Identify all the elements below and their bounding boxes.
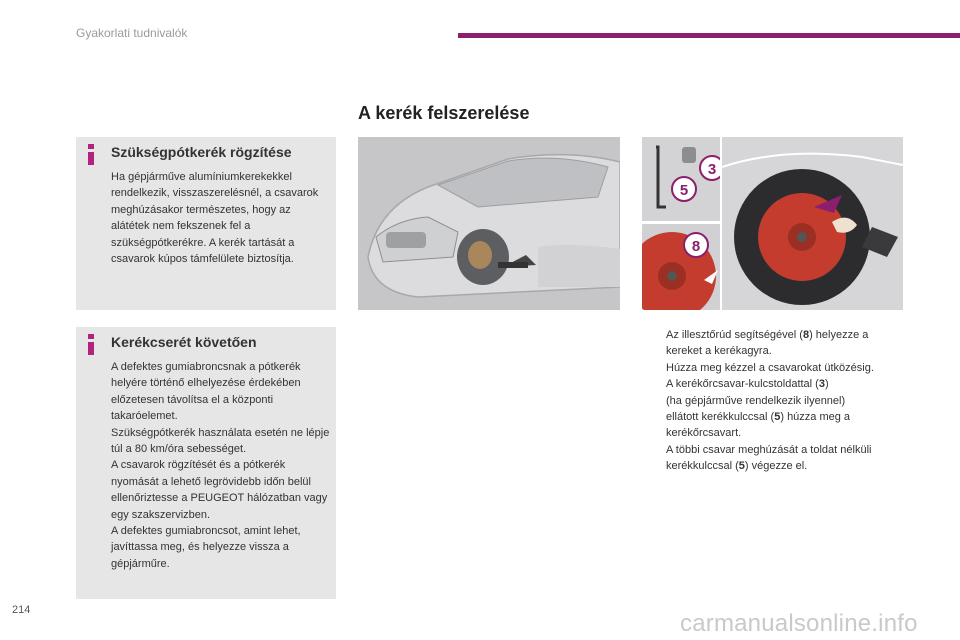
spare-tire-photo bbox=[722, 137, 903, 310]
header-accent-bar bbox=[458, 33, 960, 38]
list-item: Húzza meg kézzel a csavarokat ütközésig. bbox=[666, 361, 874, 374]
car-wheel-photo bbox=[358, 137, 620, 310]
tools-photo bbox=[642, 137, 720, 221]
list-item: A többi csavar meghúzását a toldat nélküli kerékkulccsal (5) végezze el. bbox=[666, 443, 872, 473]
header-title: Gyakorlati tudnivalók bbox=[76, 26, 188, 40]
info-box-text: A defektes gumiabroncsnak a pótkerék helyére történő elhelyezése érdekében előzetesen távolítsa el a központi takaróelemet. Szükségpótkerék használata esetén ne lépje túl a 80 km/óra sebességet. A csavarok rögzítését és a pótkerék nyomását a lehető legrövidebb időn belül ellenőriztesse a PEUGEOT hálózatban vagy egy szakszervizben. A defektes gumiabroncsot, amint lehet, javíttassa meg, és helyezze vissza a gépjárműre. bbox=[111, 361, 330, 570]
wheel-hub-photo bbox=[642, 224, 720, 310]
info-box-title: Kerékcserét követően bbox=[111, 334, 257, 350]
list-item: Az illesztőrúd segítségével (8) helyezze a kereket a kerékagyra. bbox=[666, 329, 869, 358]
list-item: A kerékőrcsavar-kulcstoldattal (3) (ha gépjárműve rendelkezik ilyennel) ellátott kerékkulccsal (5) húzza meg a kerékőrcsavart. bbox=[666, 378, 851, 440]
watermark: carmanualsonline.info bbox=[680, 610, 918, 637]
info-icon bbox=[88, 334, 94, 355]
info-icon bbox=[88, 144, 94, 165]
info-box-spare-wheel bbox=[76, 137, 336, 310]
info-box-after-change bbox=[76, 327, 336, 599]
info-box-title: Szükségpótkerék rögzítése bbox=[111, 144, 292, 160]
car-illustration bbox=[358, 137, 620, 310]
wrench-illustration bbox=[642, 137, 720, 221]
label-3: 3 bbox=[707, 161, 717, 178]
instruction-list bbox=[642, 327, 912, 475]
tire-illustration bbox=[722, 137, 903, 310]
label-8: 8 bbox=[691, 238, 701, 255]
info-box-text: Ha gépjárműve alumíniumkerekekkel rendelkezik, visszaszerelésnél, a csavarok meghúzásakor természetes, hogy az alátétek nem fekszenek fel a szükségpótkerékre. A kerék tartását a csavarok kúpos támfelülete biztosítja. bbox=[111, 171, 319, 266]
hub-illustration bbox=[642, 224, 720, 310]
label-5: 5 bbox=[679, 182, 689, 199]
page-title: A kerék felszerelése bbox=[358, 103, 530, 123]
page-number: 214 bbox=[12, 604, 31, 616]
